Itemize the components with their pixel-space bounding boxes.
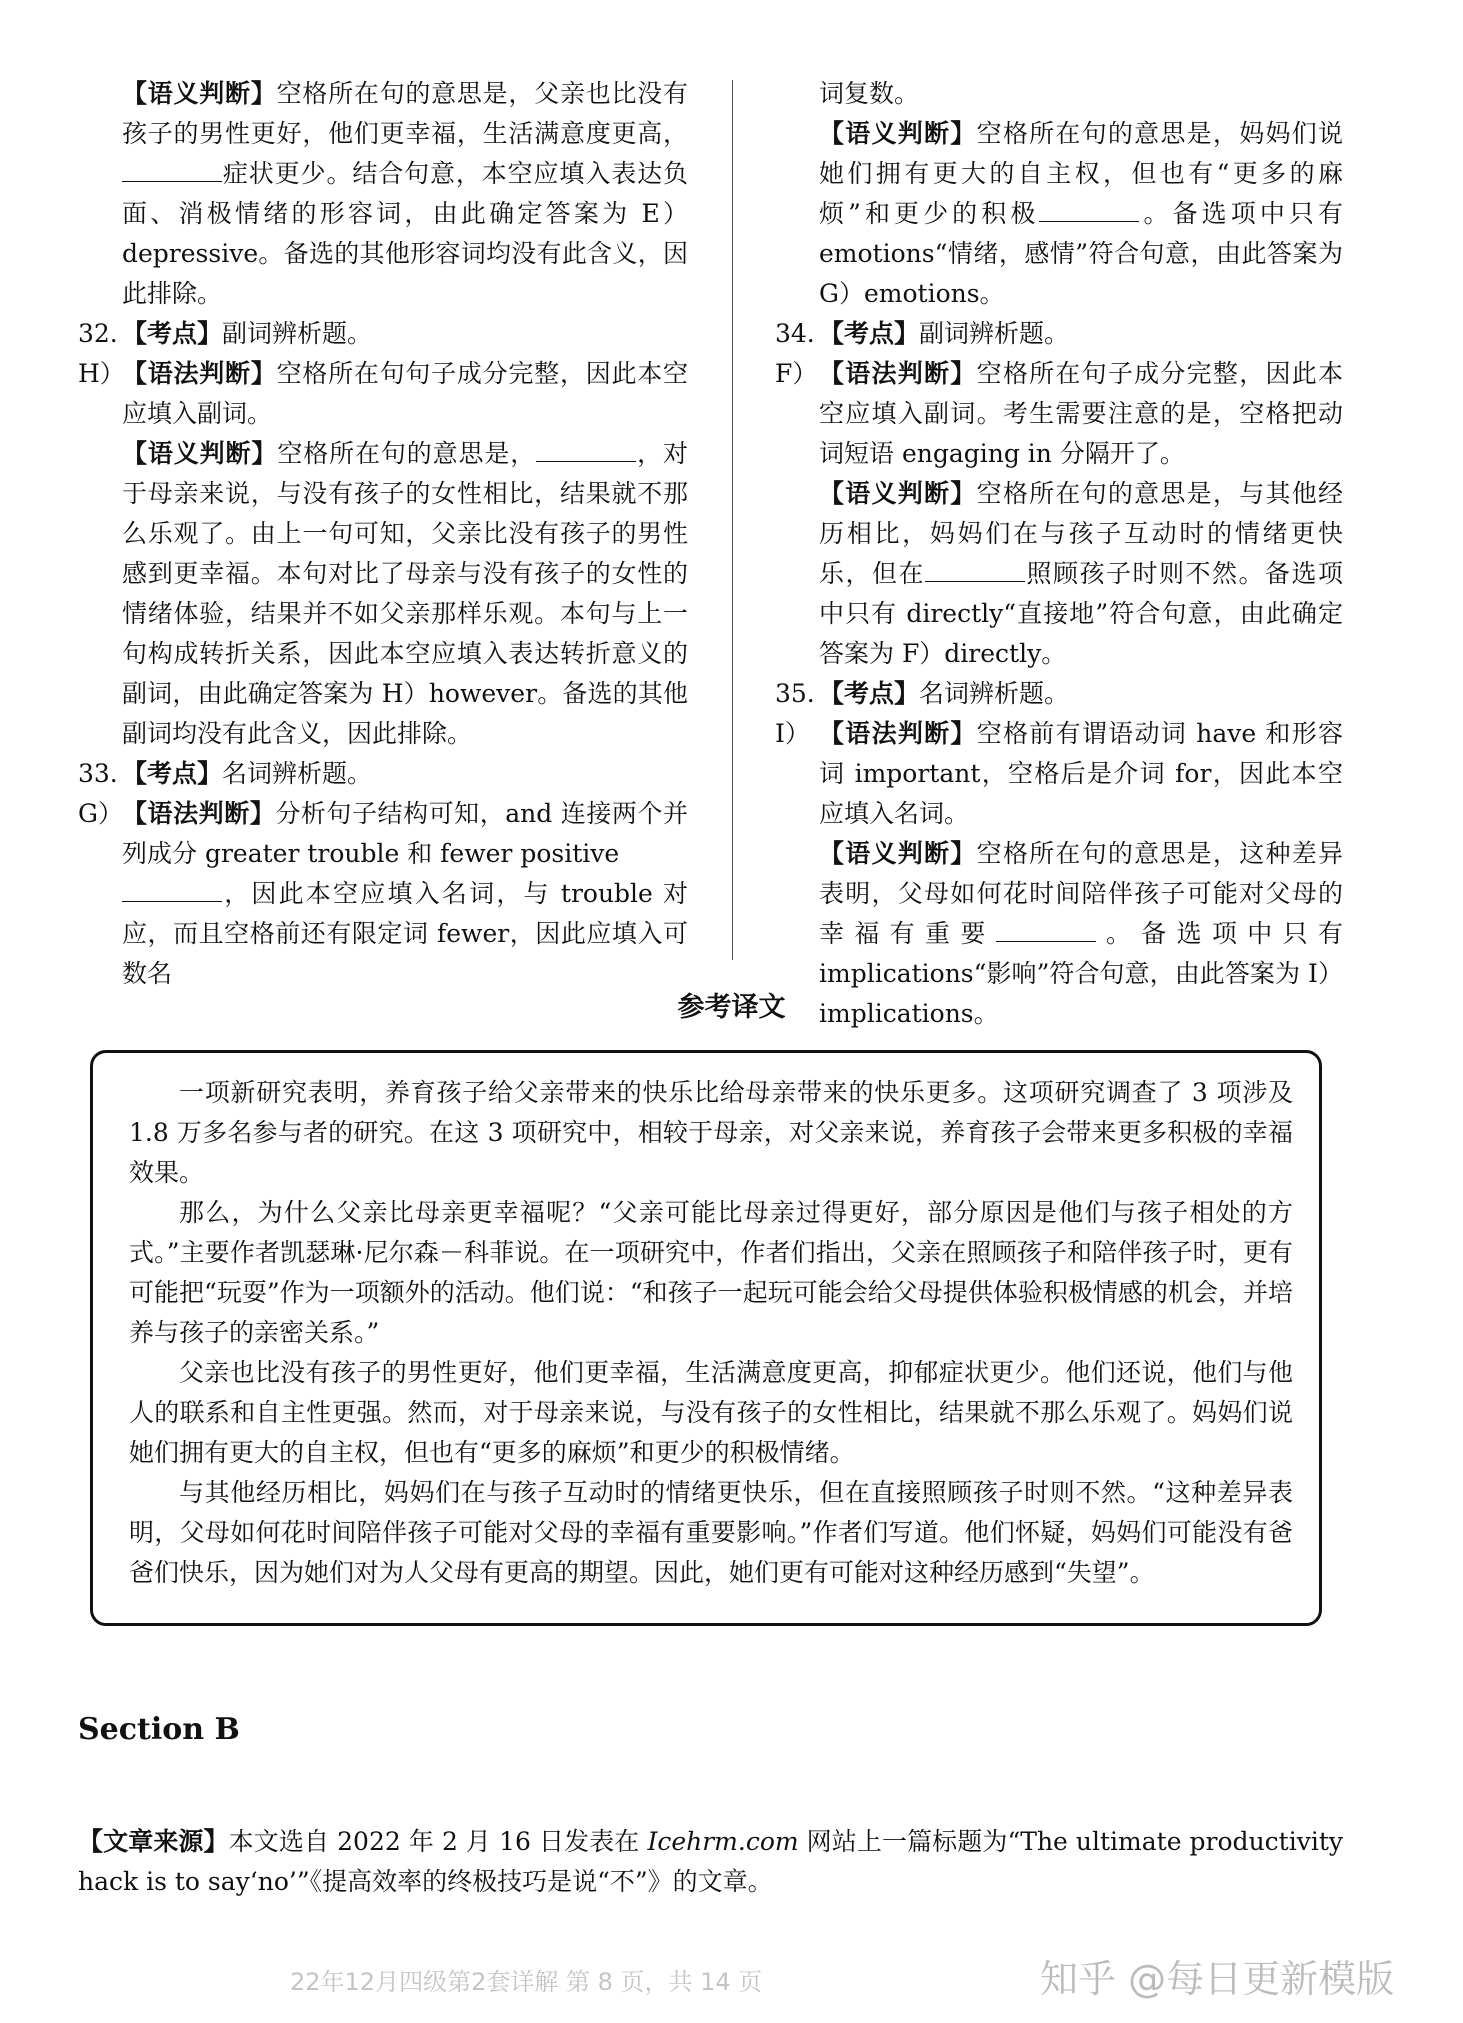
- semantic-judgment-34: [775, 474, 1343, 674]
- answer-letter: I）: [775, 719, 810, 748]
- text: 空格所在句的意思是，妈妈们说她们拥有更大的自主权，但也有“更多的麻烦”和更少的积极: [819, 119, 1343, 228]
- grammar-judgment-32: [78, 354, 688, 434]
- source-text: 本文选自 2022 年 2 月 16 日发表在: [228, 1827, 648, 1856]
- label: 【语法判断】: [122, 799, 276, 828]
- text: 词复数。: [819, 79, 920, 108]
- text: 。备选项中只有 implications“影响”符合句意，由此答案为 I）implications。: [819, 919, 1343, 1028]
- blank-line: [122, 155, 222, 182]
- translation-paragraph: 那么，为什么父亲比母亲更幸福呢？“父亲可能比母亲过得更好，部分原因是他们与孩子相处的方式。”主要作者凯瑟琳·尼尔森－科菲说。在一项研究中，作者们指出，父亲在照顾孩子和陪伴孩子时，更有可能把“玩耍”作为一项额外的活动。他们说：“和孩子一起玩可能会给父母提供体验积极情感的机会，并培养与孩子的亲密关系。”: [129, 1198, 1293, 1347]
- blank-line: [536, 435, 636, 462]
- text: ，因此本空应填入名词，与 trouble 对应，而且空格前还有限定词 fewer，因此应填入可数名: [122, 879, 688, 988]
- grammar-judgment-34: [775, 354, 1343, 474]
- semantic-judgment-33: [775, 114, 1343, 314]
- source-site: Icehrm.com: [647, 1827, 799, 1856]
- label: 【考点】: [122, 759, 223, 788]
- question-number: 32.: [78, 319, 118, 348]
- question-34: [775, 314, 1343, 354]
- text: 空格所在句句子成分完整，因此本空应填入副词。: [122, 359, 688, 428]
- section-heading: Section B: [78, 1712, 240, 1747]
- question-number: 33.: [78, 759, 118, 788]
- label: 【语义判断】: [819, 839, 977, 868]
- grammar-judgment-35: [775, 714, 1343, 834]
- text: 空格所在句的意思是，与其他经历相比，妈妈们在与孩子互动时的情绪更快乐，但在: [819, 479, 1343, 588]
- label: 【语义判断】: [819, 119, 977, 148]
- answer-letter: F）: [775, 359, 818, 388]
- left-column: [78, 74, 688, 994]
- answer-letter: H）: [78, 359, 125, 388]
- source-text: 网站上一篇标题为“The ultimate productivity hack is to say‘no’”《提高效率的终极技巧是说“不”》的文章。: [78, 1827, 1343, 1896]
- question-35: [775, 674, 1343, 714]
- label: 【考点】: [819, 679, 920, 708]
- text: 空格所在句的意思是，父亲也比没有孩子的男性更好，他们更幸福，生活满意度更高，: [122, 79, 688, 148]
- blank-line: [1039, 195, 1139, 222]
- text: 症状更少。结合句意，本空应填入表达负面、消极情绪的形容词，由此确定答案为 E）depressive。备选的其他形容词均没有此含义，因此排除。: [122, 159, 688, 308]
- semantic-judgment-31: [78, 74, 688, 314]
- watermark: 知乎 @每日更新模版: [1040, 1957, 1395, 2001]
- question-number: 34.: [775, 319, 815, 348]
- label: 【语法判断】: [819, 359, 977, 388]
- translation-box: [90, 1050, 1322, 1626]
- blank-line: [122, 875, 222, 902]
- text: 照顾孩子时则不然。备选项中只有 directly“直接地”符合句意，由此确定答案为 F）directly。: [819, 559, 1343, 668]
- text: 空格所在句的意思是，: [277, 439, 537, 468]
- text: 空格所在句子成分完整，因此本空应填入副词。考生需要注意的是，空格把动词短语 engaging in 分隔开了。: [819, 359, 1343, 468]
- label: 【语法判断】: [819, 719, 977, 748]
- text: ，对于母亲来说，与没有孩子的女性相比，结果就不那么乐观了。由上一句可知，父亲比没有孩子的男性感到更幸福。本句对比了母亲与没有孩子的女性的情绪体验，结果并不如父亲那样乐观。本句与上一句构成转折关系，因此本空应填入表达转折意义的副词，由此确定答案为 H）however。备选的其他副词均没有此含义，因此排除。: [122, 439, 688, 748]
- text: 。备选项中只有 emotions“情绪，感情”符合句意，由此答案为 G）emotions。: [819, 199, 1343, 308]
- question-33: [78, 754, 688, 794]
- question-number: 35.: [775, 679, 815, 708]
- translation-paragraph: 父亲也比没有孩子的男性更好，他们更幸福，生活满意度更高，抑郁症状更少。他们还说，他们与他人的联系和自主性更强。然而，对于母亲来说，与没有孩子的女性相比，结果就不那么乐观了。妈妈们说她们拥有更大的自主权，但也有“更多的麻烦”和更少的积极情绪。: [129, 1358, 1293, 1467]
- text: 空格前有谓语动词 have 和形容词 important，空格后是介词 for，因此本空应填入名词。: [819, 719, 1343, 828]
- text: 空格所在句的意思是，这种差异表明，父母如何花时间陪伴孩子可能对父母的幸福有重要: [819, 839, 1343, 948]
- blank-line: [925, 555, 1025, 582]
- label: 【语义判断】: [122, 439, 278, 468]
- text: 副词辨析题。: [222, 319, 373, 348]
- text: 名词辨析题。: [222, 759, 373, 788]
- column-divider: [732, 80, 733, 960]
- label: 【考点】: [819, 319, 920, 348]
- question-32: [78, 314, 688, 354]
- label: 【语义判断】: [122, 79, 277, 108]
- semantic-judgment-32: [78, 434, 688, 754]
- right-column: [775, 74, 1343, 1034]
- text: 分析句子结构可知，and 连接两个并列成分 greater trouble 和 fewer positive: [122, 799, 688, 868]
- text: 名词辨析题。: [919, 679, 1070, 708]
- translation-title: 参考译文: [677, 992, 786, 1023]
- text: 副词辨析题。: [919, 319, 1070, 348]
- label: 【语法判断】: [122, 359, 277, 388]
- source-label: 【文章来源】: [78, 1827, 229, 1856]
- page-footer: 22年12月四级第2套详解 第 8 页，共 14 页: [290, 1968, 763, 1996]
- continuation-33: [775, 74, 1343, 114]
- label: 【语义判断】: [819, 479, 977, 508]
- blank-line: [996, 915, 1096, 942]
- translation-paragraph: 与其他经历相比，妈妈们在与孩子互动时的情绪更快乐，但在直接照顾孩子时则不然。“这种差异表明，父母如何花时间陪伴孩子可能对父母的幸福有重要影响。”作者们写道。他们怀疑，妈妈们可能没有爸爸们快乐，因为她们对为人父母有更高的期望。因此，她们更有可能对这种经历感到“失望”。: [129, 1478, 1293, 1587]
- label: 【考点】: [122, 319, 223, 348]
- article-source: [78, 1822, 1343, 1902]
- answer-letter: G）: [78, 799, 123, 828]
- translation-paragraph: 一项新研究表明，养育孩子给父亲带来的快乐比给母亲带来的快乐更多。这项研究调查了 3 项涉及 1.8 万多名参与者的研究。在这 3 项研究中，相较于母亲，对父亲来说，养育孩子会带来更多积极的幸福效果。: [129, 1078, 1293, 1187]
- grammar-judgment-33: [78, 794, 688, 994]
